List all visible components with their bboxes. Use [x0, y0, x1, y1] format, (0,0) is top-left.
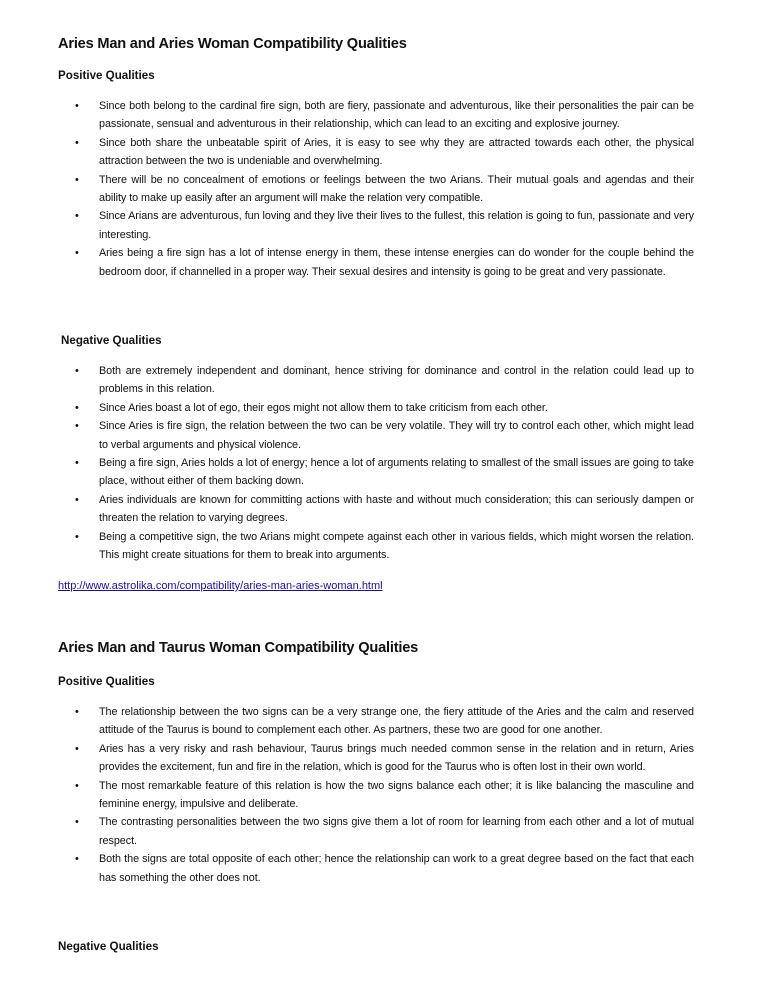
bullet-icon: • [75, 742, 79, 755]
section2-positive-list [58, 703, 694, 887]
bullet-icon: • [75, 457, 79, 470]
list-item: • Aries has a very risky and rash behaviour, Taurus brings much needed common sense in the relation and in return, Aries provides the excitement, fun and fire in the relation, which is good for the Taurus who is often lost in their own world. [58, 740, 694, 777]
list-item: • Since Aries is fire sign, the relation between the two can be very volatile. They will try to control each other, which might lead to verbal arguments and physical violence. [58, 417, 694, 454]
section2-title: Aries Man and Taurus Woman Compatibility Qualities [58, 640, 419, 656]
bullet-icon: • [75, 530, 79, 543]
bullet-icon: • [75, 853, 79, 866]
list-item: • The most remarkable feature of this relation is how the two signs balance each other; it is like balancing the masculine and feminine energy, impulsive and deliberate. [58, 777, 694, 814]
list-item: • Since Arians are adventurous, fun loving and they live their lives to the fullest, this relation is going to fun, passionate and very interesting. [58, 207, 694, 244]
section1-title: Aries Man and Aries Woman Compatibility Qualities [58, 36, 407, 52]
bullet-icon: • [75, 365, 79, 377]
list-item: • Aries individuals are known for committing actions with haste and without much consideration; this can seriously dampen or threaten the relation to varying degrees. [58, 491, 694, 528]
section1-positive-heading: Positive Qualities [58, 69, 155, 82]
list-item: • Both are extremely independent and dominant, hence striving for dominance and control in the relation could lead up to problems in this relation. [58, 362, 694, 399]
list-item: • Since both belong to the cardinal fire sign, both are fiery, passionate and adventurous, like their personalities the pair can be passionate, sensual and adventurous in their relationship, which can lead to an exciting and explosive journey. [58, 97, 694, 134]
list-item: • The contrasting personalities between the two signs give them a lot of room for learning from each other and a lot of mutual respect. [58, 813, 694, 850]
bullet-icon: • [75, 420, 79, 433]
section1-negative-heading: Negative Qualities [61, 334, 162, 347]
bullet-icon: • [75, 173, 79, 186]
bullet-icon: • [75, 493, 79, 506]
list-item: • Aries being a fire sign has a lot of intense energy in them, these intense energies can do wonder for the couple behind the bedroom door, if channelled in a proper way. Their sexual desires and intensity is going to be great and very passionate. [58, 244, 694, 281]
list-item: • Being a competitive sign, the two Arians might compete against each other in various fields, which might worsen the relation. This might create situations for them to break into arguments. [58, 528, 694, 565]
bullet-icon: • [75, 100, 79, 112]
bullet-icon: • [75, 401, 79, 414]
section2-negative-heading: Negative Qualities [58, 940, 159, 953]
bullet-icon: • [75, 136, 79, 149]
section2-positive-heading: Positive Qualities [58, 675, 155, 688]
bullet-icon: • [75, 210, 79, 223]
section1-positive-list [58, 97, 694, 281]
bullet-icon: • [75, 816, 79, 829]
bullet-icon: • [75, 247, 79, 260]
list-item: • The relationship between the two signs can be a very strange one, the fiery attitude of the Aries and the calm and reserved attitude of the Taurus is bound to complement each other. As partners, these two are good for one another. [58, 703, 694, 740]
list-item: • Since Aries boast a lot of ego, their egos might not allow them to take criticism from each other. [58, 399, 694, 417]
list-item: • Being a fire sign, Aries holds a lot of energy; hence a lot of arguments relating to smallest of the small issues are going to take place, without either of them backing down. [58, 454, 694, 491]
list-item: • Since both share the unbeatable spirit of Aries, it is easy to see why they are attracted towards each other, the physical attraction between the two is undeniable and overwhelming. [58, 134, 694, 171]
source-link[interactable]: http://www.astrolika.com/compatibility/aries-man-aries-woman.html [58, 580, 383, 592]
bullet-icon: • [75, 779, 79, 792]
list-item: • There will be no concealment of emotions or feelings between the two Arians. Their mutual goals and agendas and their ability to make up easily after an argument will make the relation very compatible. [58, 171, 694, 208]
section1-negative-list [58, 362, 694, 564]
bullet-icon: • [75, 706, 79, 718]
list-item: • Both the signs are total opposite of each other; hence the relationship can work to a great degree based on the fact that each has something the other does not. [58, 850, 694, 887]
